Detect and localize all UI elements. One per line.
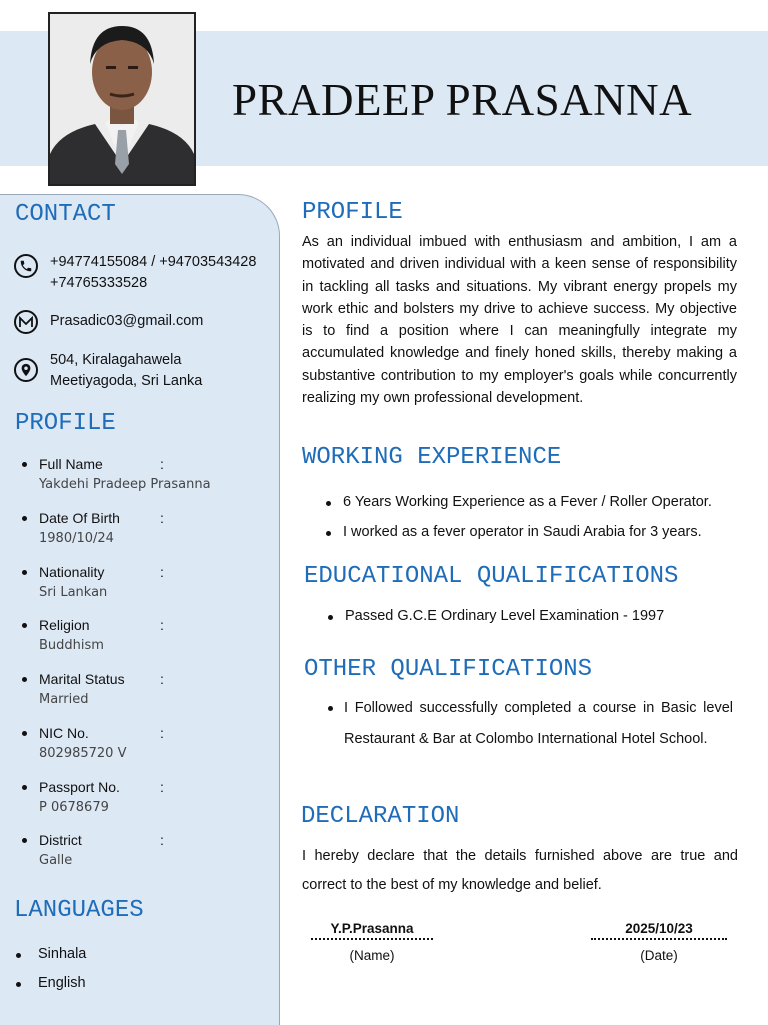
- profile-summary: As an individual imbued with enthusiasm and ambition, I am a motivated and driven individual with a keen sense of responsibility in tackling all tasks and situations. My vibrant energy propels my work ethic and bolsters my drive to achieve success. My objective is to find a position where I can meaningfully integrate my accumulated knowledge and finely honed skills, thereby making a substantive contribution to my employer's goals while concurrently realizing my own professional development.: [302, 234, 737, 407]
- contact-address: [14, 352, 203, 392]
- address-line-2: Meetiyagoda, Sri Lanka: [50, 373, 203, 389]
- contact-heading: CONTACT: [15, 201, 116, 228]
- email-address: Prasadic03@gmail.com: [50, 313, 204, 329]
- languages-heading: LANGUAGES: [14, 897, 144, 924]
- address-line-1: 504, Kiralagahawela: [50, 352, 182, 368]
- location-pin-icon: [14, 358, 38, 382]
- other-qualifications-heading: OTHER QUALIFICATIONS: [304, 656, 593, 683]
- signature-block: [311, 921, 433, 963]
- signature-date: 2025/10/23: [591, 921, 727, 940]
- date-block: [591, 921, 727, 963]
- personal-profile-heading: PROFILE: [15, 410, 116, 437]
- contact-phone: [14, 254, 256, 294]
- name-caption: (Name): [349, 948, 395, 963]
- profile-photo: [48, 12, 196, 186]
- portrait-image: [50, 14, 194, 184]
- email-icon: [14, 310, 38, 334]
- signature-name: Y.P.Prasanna: [311, 921, 433, 940]
- profile-heading: PROFILE: [302, 199, 403, 226]
- date-caption: (Date): [640, 948, 678, 963]
- declaration-text: I hereby declare that the details furnished above are true and correct to the best of my knowledge and belief.: [302, 848, 738, 893]
- phone-number-alt: +74765333528: [50, 275, 148, 291]
- phone-numbers: +94774155084 / +94703543428: [50, 254, 257, 270]
- education-heading: EDUCATIONAL QUALIFICATIONS: [304, 563, 679, 590]
- candidate-name: PRADEEP PRASANNA: [232, 75, 693, 125]
- declaration-heading: DECLARATION: [301, 803, 460, 830]
- phone-icon: [14, 254, 38, 278]
- contact-email: [14, 310, 203, 334]
- experience-heading: WORKING EXPERIENCE: [302, 444, 562, 471]
